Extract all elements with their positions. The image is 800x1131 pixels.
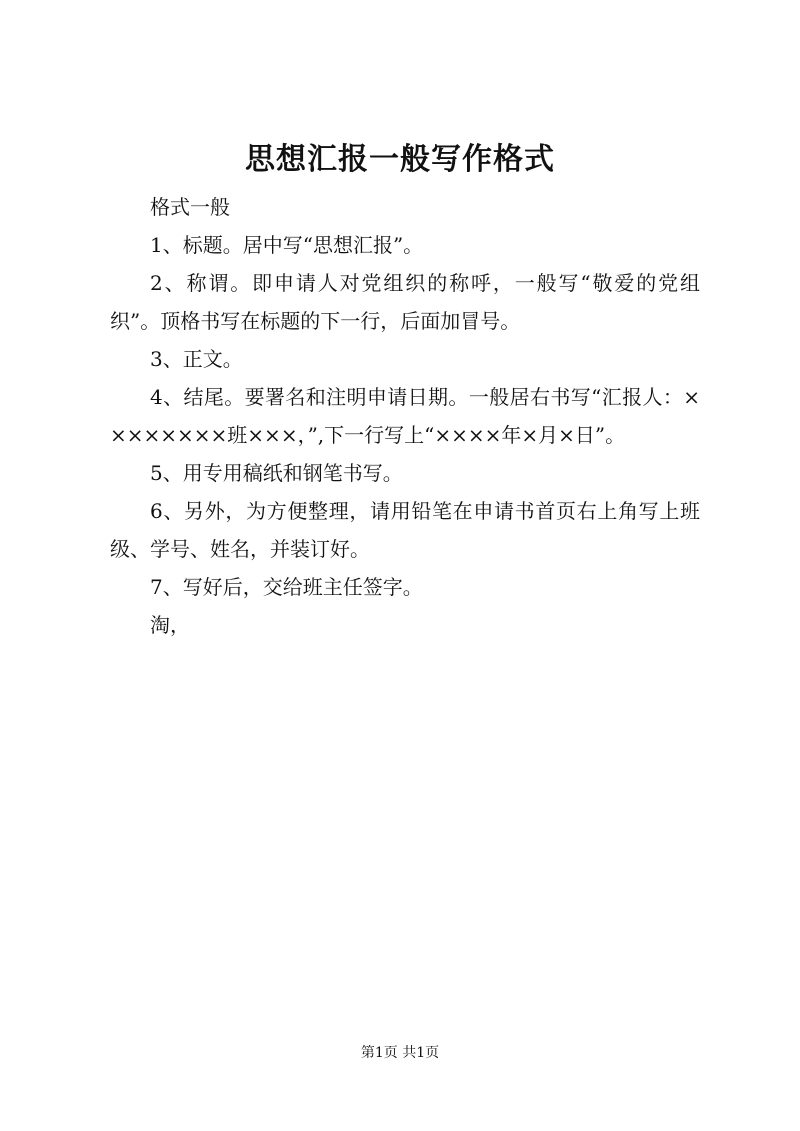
paragraph-trailing: 淘， <box>150 613 190 637</box>
paragraph-item-6: 6、另外，为方便整理，请用铅笔在申请书首页右上角写上班级、学号、姓名，并装订好。 <box>110 499 700 561</box>
page-footer: 第1页 共1页 <box>360 1045 440 1061</box>
paragraph-item-2: 2、称谓。即申请人对党组织的称呼，一般写“敬爱的党组织”。顶格书写在标题的下一行，后面加冒号。 <box>110 271 700 333</box>
document-body <box>110 188 700 644</box>
paragraph-format-intro: 格式一般 <box>150 195 230 219</box>
paragraph-item-5: 5、用专用稿纸和钢笔书写。 <box>150 461 403 485</box>
paragraph-item-4: 4、结尾。要署名和注明申请日期。一般居右书写“汇报人：××××××××班×××，”,下一行写上“××××年×月×日”。 <box>110 385 700 447</box>
paragraph-item-7: 7、写好后，交给班主任签字。 <box>150 575 423 599</box>
paragraph-item-1: 1、标题。居中写“思想汇报”。 <box>150 233 424 257</box>
document-title: 思想汇报一般写作格式 <box>245 142 555 177</box>
paragraph-item-3: 3、正文。 <box>150 347 243 371</box>
